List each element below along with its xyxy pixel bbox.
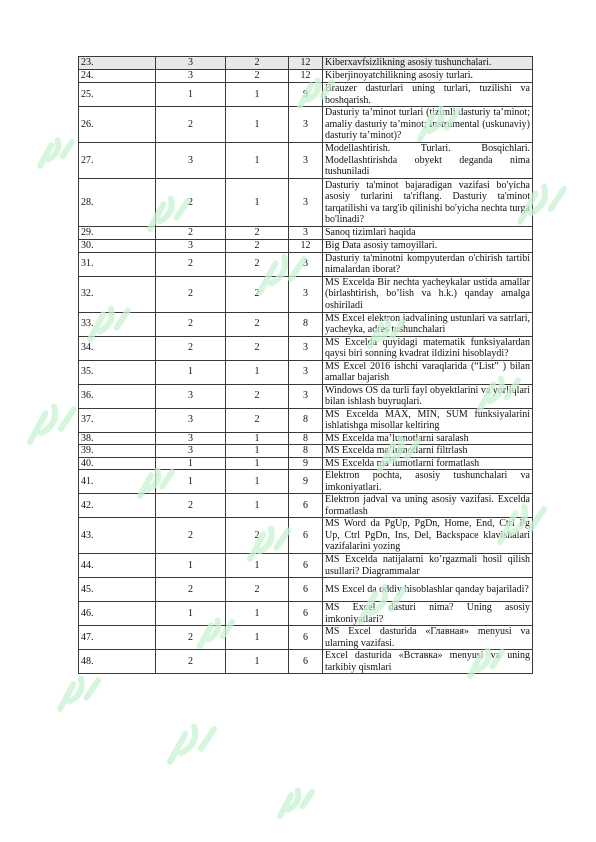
col-a-cell: 3 (156, 384, 226, 408)
col-c-cell: 6 (289, 494, 323, 518)
table-row (79, 57, 533, 70)
col-b-cell: 1 (226, 360, 289, 384)
col-b-cell: 2 (226, 276, 289, 312)
col-b-cell: 1 (226, 143, 289, 179)
watermark-mark (170, 727, 214, 762)
col-a-cell: 2 (156, 626, 226, 650)
col-a-cell: 3 (156, 408, 226, 432)
watermark-mark (30, 407, 74, 442)
col-c-cell: 6 (289, 578, 323, 602)
col-b-cell: 2 (226, 57, 289, 70)
col-a-cell: 2 (156, 227, 226, 240)
col-b-cell: 1 (226, 626, 289, 650)
question-text-cell: Elektron jadval va uning asosiy vazifasi. Excelda formatlash (323, 494, 533, 518)
table-row (79, 494, 533, 518)
questions-table-body (79, 57, 533, 674)
table-row (79, 457, 533, 470)
question-text-cell: Kiberjinoyatchilikning asosiy turlari. (323, 70, 533, 83)
col-b-cell: 2 (226, 518, 289, 554)
question-text-cell: MS Excel dasturi nima? Uning asosiy imkoniyatlari? (323, 602, 533, 626)
row-number-cell: 35. (79, 360, 156, 384)
col-a-cell: 3 (156, 57, 226, 70)
col-b-cell: 2 (226, 312, 289, 336)
table-row (79, 360, 533, 384)
table-row (79, 179, 533, 227)
row-number-cell: 32. (79, 276, 156, 312)
row-number-cell: 31. (79, 252, 156, 276)
row-number-cell: 27. (79, 143, 156, 179)
col-b-cell: 1 (226, 457, 289, 470)
watermark-mark (280, 790, 312, 816)
col-a-cell: 3 (156, 70, 226, 83)
question-text-cell: MS Excelda ma’lumotlarni formatlash (323, 457, 533, 470)
question-text-cell: Sanoq tizimlari haqida (323, 227, 533, 240)
col-a-cell: 1 (156, 554, 226, 578)
row-number-cell: 46. (79, 602, 156, 626)
col-a-cell: 2 (156, 276, 226, 312)
col-a-cell: 3 (156, 143, 226, 179)
col-b-cell: 1 (226, 602, 289, 626)
col-a-cell: 1 (156, 602, 226, 626)
col-c-cell: 8 (289, 432, 323, 445)
table-row (79, 107, 533, 143)
question-text-cell: MS Excel elektron jadvalining ustunlari va satrlari, yacheyka, adres tushunchalari (323, 312, 533, 336)
row-number-cell: 26. (79, 107, 156, 143)
row-number-cell: 42. (79, 494, 156, 518)
question-text-cell: MS Word da PgUp, PgDn, Home, End, Ctrl Pg Up, Ctrl PgDn, Ins, Del, Backspace klavishalari vazifalarini yozing (323, 518, 533, 554)
col-b-cell: 2 (226, 252, 289, 276)
col-a-cell: 2 (156, 518, 226, 554)
row-number-cell: 40. (79, 457, 156, 470)
col-c-cell: 8 (289, 445, 323, 458)
col-b-cell: 2 (226, 227, 289, 240)
question-text-cell: Excel dasturida «Вставка» menyusi va uning tarkibiy qismlari (323, 650, 533, 674)
row-number-cell: 48. (79, 650, 156, 674)
table-row (79, 252, 533, 276)
table-row (79, 336, 533, 360)
question-text-cell: Kiberxavfsizlikning asosiy tushunchalari. (323, 57, 533, 70)
row-number-cell: 34. (79, 336, 156, 360)
table-row (79, 445, 533, 458)
row-number-cell: 28. (79, 179, 156, 227)
table-row (79, 384, 533, 408)
col-b-cell: 1 (226, 554, 289, 578)
col-a-cell: 1 (156, 360, 226, 384)
col-c-cell: 3 (289, 276, 323, 312)
table-row (79, 626, 533, 650)
question-text-cell: Brauzer dasturlari uning turlari, tuzilishi va boshqarish. (323, 83, 533, 107)
col-b-cell: 1 (226, 179, 289, 227)
row-number-cell: 25. (79, 83, 156, 107)
col-c-cell: 8 (289, 312, 323, 336)
col-c-cell: 3 (289, 336, 323, 360)
col-a-cell: 2 (156, 336, 226, 360)
questions-table (78, 56, 533, 674)
row-number-cell: 37. (79, 408, 156, 432)
table-row (79, 70, 533, 83)
col-a-cell: 1 (156, 83, 226, 107)
col-a-cell: 2 (156, 252, 226, 276)
col-c-cell: 9 (289, 457, 323, 470)
col-c-cell: 6 (289, 602, 323, 626)
col-b-cell: 2 (226, 70, 289, 83)
col-a-cell: 2 (156, 312, 226, 336)
question-text-cell: Dasturiy ta’minot turlari (tizimli dasturiy ta’minot; amaliy dasturiy ta’minot; instrumental (uskunaviy) dasturiy ta’minot)? (323, 107, 533, 143)
row-number-cell: 36. (79, 384, 156, 408)
row-number-cell: 43. (79, 518, 156, 554)
table-row (79, 239, 533, 252)
col-c-cell: 6 (289, 626, 323, 650)
col-c-cell: 12 (289, 57, 323, 70)
col-c-cell: 6 (289, 650, 323, 674)
col-a-cell: 1 (156, 457, 226, 470)
question-text-cell: MS Excelda ma’lumotlarni filtrlash (323, 445, 533, 458)
row-number-cell: 23. (79, 57, 156, 70)
col-b-cell: 1 (226, 470, 289, 494)
col-b-cell: 2 (226, 239, 289, 252)
table-row (79, 470, 533, 494)
question-text-cell: MS Excel da oddiy hisoblashlar qanday bajariladi? (323, 578, 533, 602)
col-a-cell: 3 (156, 432, 226, 445)
question-text-cell: MS Excelda natijalarni ko’rgazmali hosil qilish usullari? Diagrammalar (323, 554, 533, 578)
row-number-cell: 41. (79, 470, 156, 494)
col-b-cell: 1 (226, 650, 289, 674)
row-number-cell: 30. (79, 239, 156, 252)
table-row (79, 518, 533, 554)
question-text-cell: MS Excelda Bir nechta yacheykalar ustida amallar (birlashtirish, bo’lish va h.k.) qanday amalga oshiriladi (323, 276, 533, 312)
col-a-cell: 2 (156, 494, 226, 518)
table-row (79, 312, 533, 336)
row-number-cell: 33. (79, 312, 156, 336)
col-c-cell: 9 (289, 470, 323, 494)
question-text-cell: MS Excelda quyidagi matematik funksiyalardan qaysi biri sonning kvadrat ildizini hisoblaydi? (323, 336, 533, 360)
table-row (79, 227, 533, 240)
col-b-cell: 2 (226, 336, 289, 360)
table-row (79, 650, 533, 674)
col-c-cell: 3 (289, 107, 323, 143)
watermark-mark (40, 140, 72, 166)
col-b-cell: 1 (226, 83, 289, 107)
col-c-cell: 12 (289, 239, 323, 252)
col-b-cell: 2 (226, 578, 289, 602)
col-b-cell: 1 (226, 432, 289, 445)
col-a-cell: 2 (156, 578, 226, 602)
question-text-cell: MS Excelda ma’lumotlarni saralash (323, 432, 533, 445)
col-b-cell: 1 (226, 107, 289, 143)
question-text-cell: MS Excelda MAX, MIN, SUM funksiyalarini ishlatishga misollar keltiring (323, 408, 533, 432)
question-text-cell: Modellashtirish. Turlari. Bosqichlari. Modellashtirishda obyekt deganda nima tushuniladi (323, 143, 533, 179)
col-c-cell: 3 (289, 384, 323, 408)
row-number-cell: 44. (79, 554, 156, 578)
col-b-cell: 1 (226, 494, 289, 518)
table-row (79, 83, 533, 107)
col-c-cell: 3 (289, 252, 323, 276)
col-c-cell: 3 (289, 360, 323, 384)
table-row (79, 276, 533, 312)
col-c-cell: 6 (289, 518, 323, 554)
question-text-cell: Dasturiy ta'minotni kompyuterdan o'chirish tartibi nimalardan iborat? (323, 252, 533, 276)
col-a-cell: 1 (156, 470, 226, 494)
row-number-cell: 39. (79, 445, 156, 458)
table-row (79, 602, 533, 626)
col-a-cell: 2 (156, 179, 226, 227)
col-c-cell: 3 (289, 227, 323, 240)
col-a-cell: 3 (156, 239, 226, 252)
question-text-cell: MS Excel 2016 ishchi varaqlarida (“List” ) bilan amallar bajarish (323, 360, 533, 384)
row-number-cell: 47. (79, 626, 156, 650)
col-c-cell: 3 (289, 179, 323, 227)
watermark-mark (60, 679, 98, 709)
col-c-cell: 6 (289, 554, 323, 578)
col-c-cell: 3 (289, 143, 323, 179)
row-number-cell: 45. (79, 578, 156, 602)
question-text-cell: Elektron pochta, asosiy tushunchalari va imkoniyatlari. (323, 470, 533, 494)
question-text-cell: Dasturiy ta'minot bajaradigan vazifasi bo'yicha asosiy turlarini ta'riflang. Dasturiy ta'minot tarqatilishi va targ'ib qilinishi bo'yicha nechta turga bo'linadi? (323, 179, 533, 227)
col-a-cell: 2 (156, 107, 226, 143)
question-text-cell: MS Excel dasturida «Главная» menyusi va ularning vazifasi. (323, 626, 533, 650)
col-c-cell: 8 (289, 408, 323, 432)
col-a-cell: 3 (156, 445, 226, 458)
col-a-cell: 2 (156, 650, 226, 674)
row-number-cell: 24. (79, 70, 156, 83)
col-c-cell: 12 (289, 70, 323, 83)
table-row (79, 408, 533, 432)
row-number-cell: 38. (79, 432, 156, 445)
question-text-cell: Windows OS da turli fayl obyektlarini va yorliqlari bilan ishlash buyruqlari. (323, 384, 533, 408)
col-b-cell: 1 (226, 445, 289, 458)
row-number-cell: 29. (79, 227, 156, 240)
table-row (79, 578, 533, 602)
table-row (79, 554, 533, 578)
col-b-cell: 2 (226, 408, 289, 432)
table-row (79, 143, 533, 179)
col-b-cell: 2 (226, 384, 289, 408)
col-c-cell: 9 (289, 83, 323, 107)
question-text-cell: Big Data asosiy tamoyillari. (323, 239, 533, 252)
table-row (79, 432, 533, 445)
